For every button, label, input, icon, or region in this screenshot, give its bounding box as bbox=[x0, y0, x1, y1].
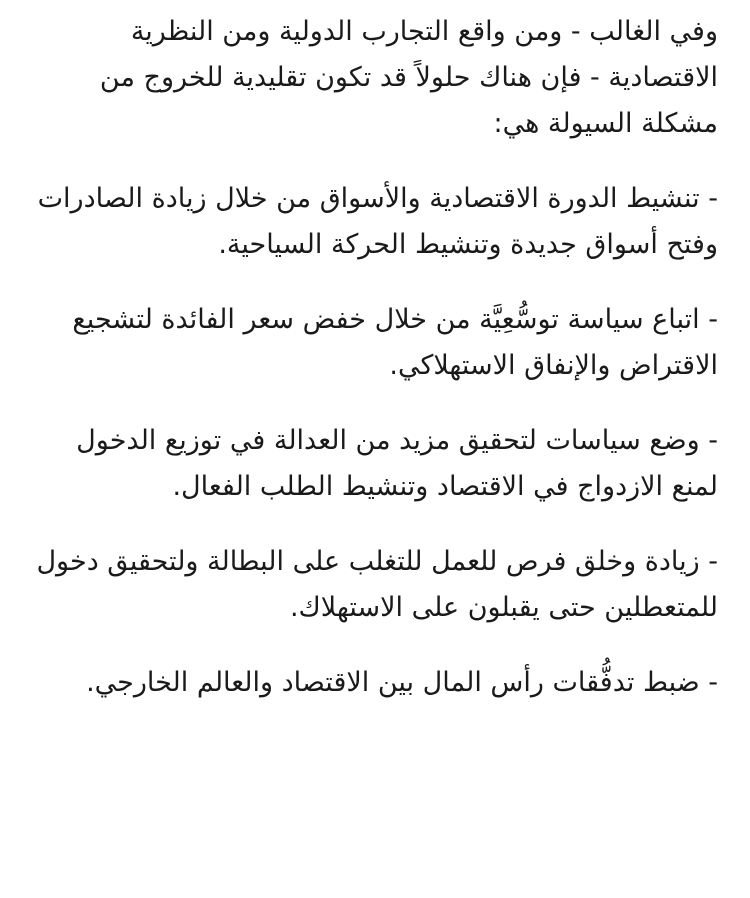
intro-paragraph: وفي الغالب - ومن واقع التجارب الدولية ومن النظرية الاقتصادية - فإن هناك حلولاً قد تكون تقليدية للخروج من مشكلة السيولة هي: bbox=[99, 16, 718, 139]
point-paragraph-3: - وضع سياسات لتحقيق مزيد من العدالة في توزيع الدخول لمنع الازدواج في الاقتصاد وتنشيط الطلب الفعال. bbox=[76, 425, 718, 502]
point-paragraph-5: - ضبط تدفُّقات رأس المال بين الاقتصاد والعالم الخارجي. bbox=[86, 667, 718, 698]
point-paragraph-4: - زيادة وخلق فرص للعمل للتغلب على البطالة ولتحقيق دخول للمتعطلين حتى يقبلون على الاستهلاك. bbox=[36, 546, 718, 623]
point-paragraph-2: - اتباع سياسة توسُّعِيَّة من خلال خفض سعر الفائدة لتشجيع الاقتراض والإنفاق الاستهلاكي. bbox=[72, 304, 718, 381]
point-paragraph-1: - تنشيط الدورة الاقتصادية والأسواق من خلال زيادة الصادرات وفتح أسواق جديدة وتنشيط الحركة السياحية. bbox=[37, 183, 718, 260]
article-body bbox=[30, 0, 718, 735]
